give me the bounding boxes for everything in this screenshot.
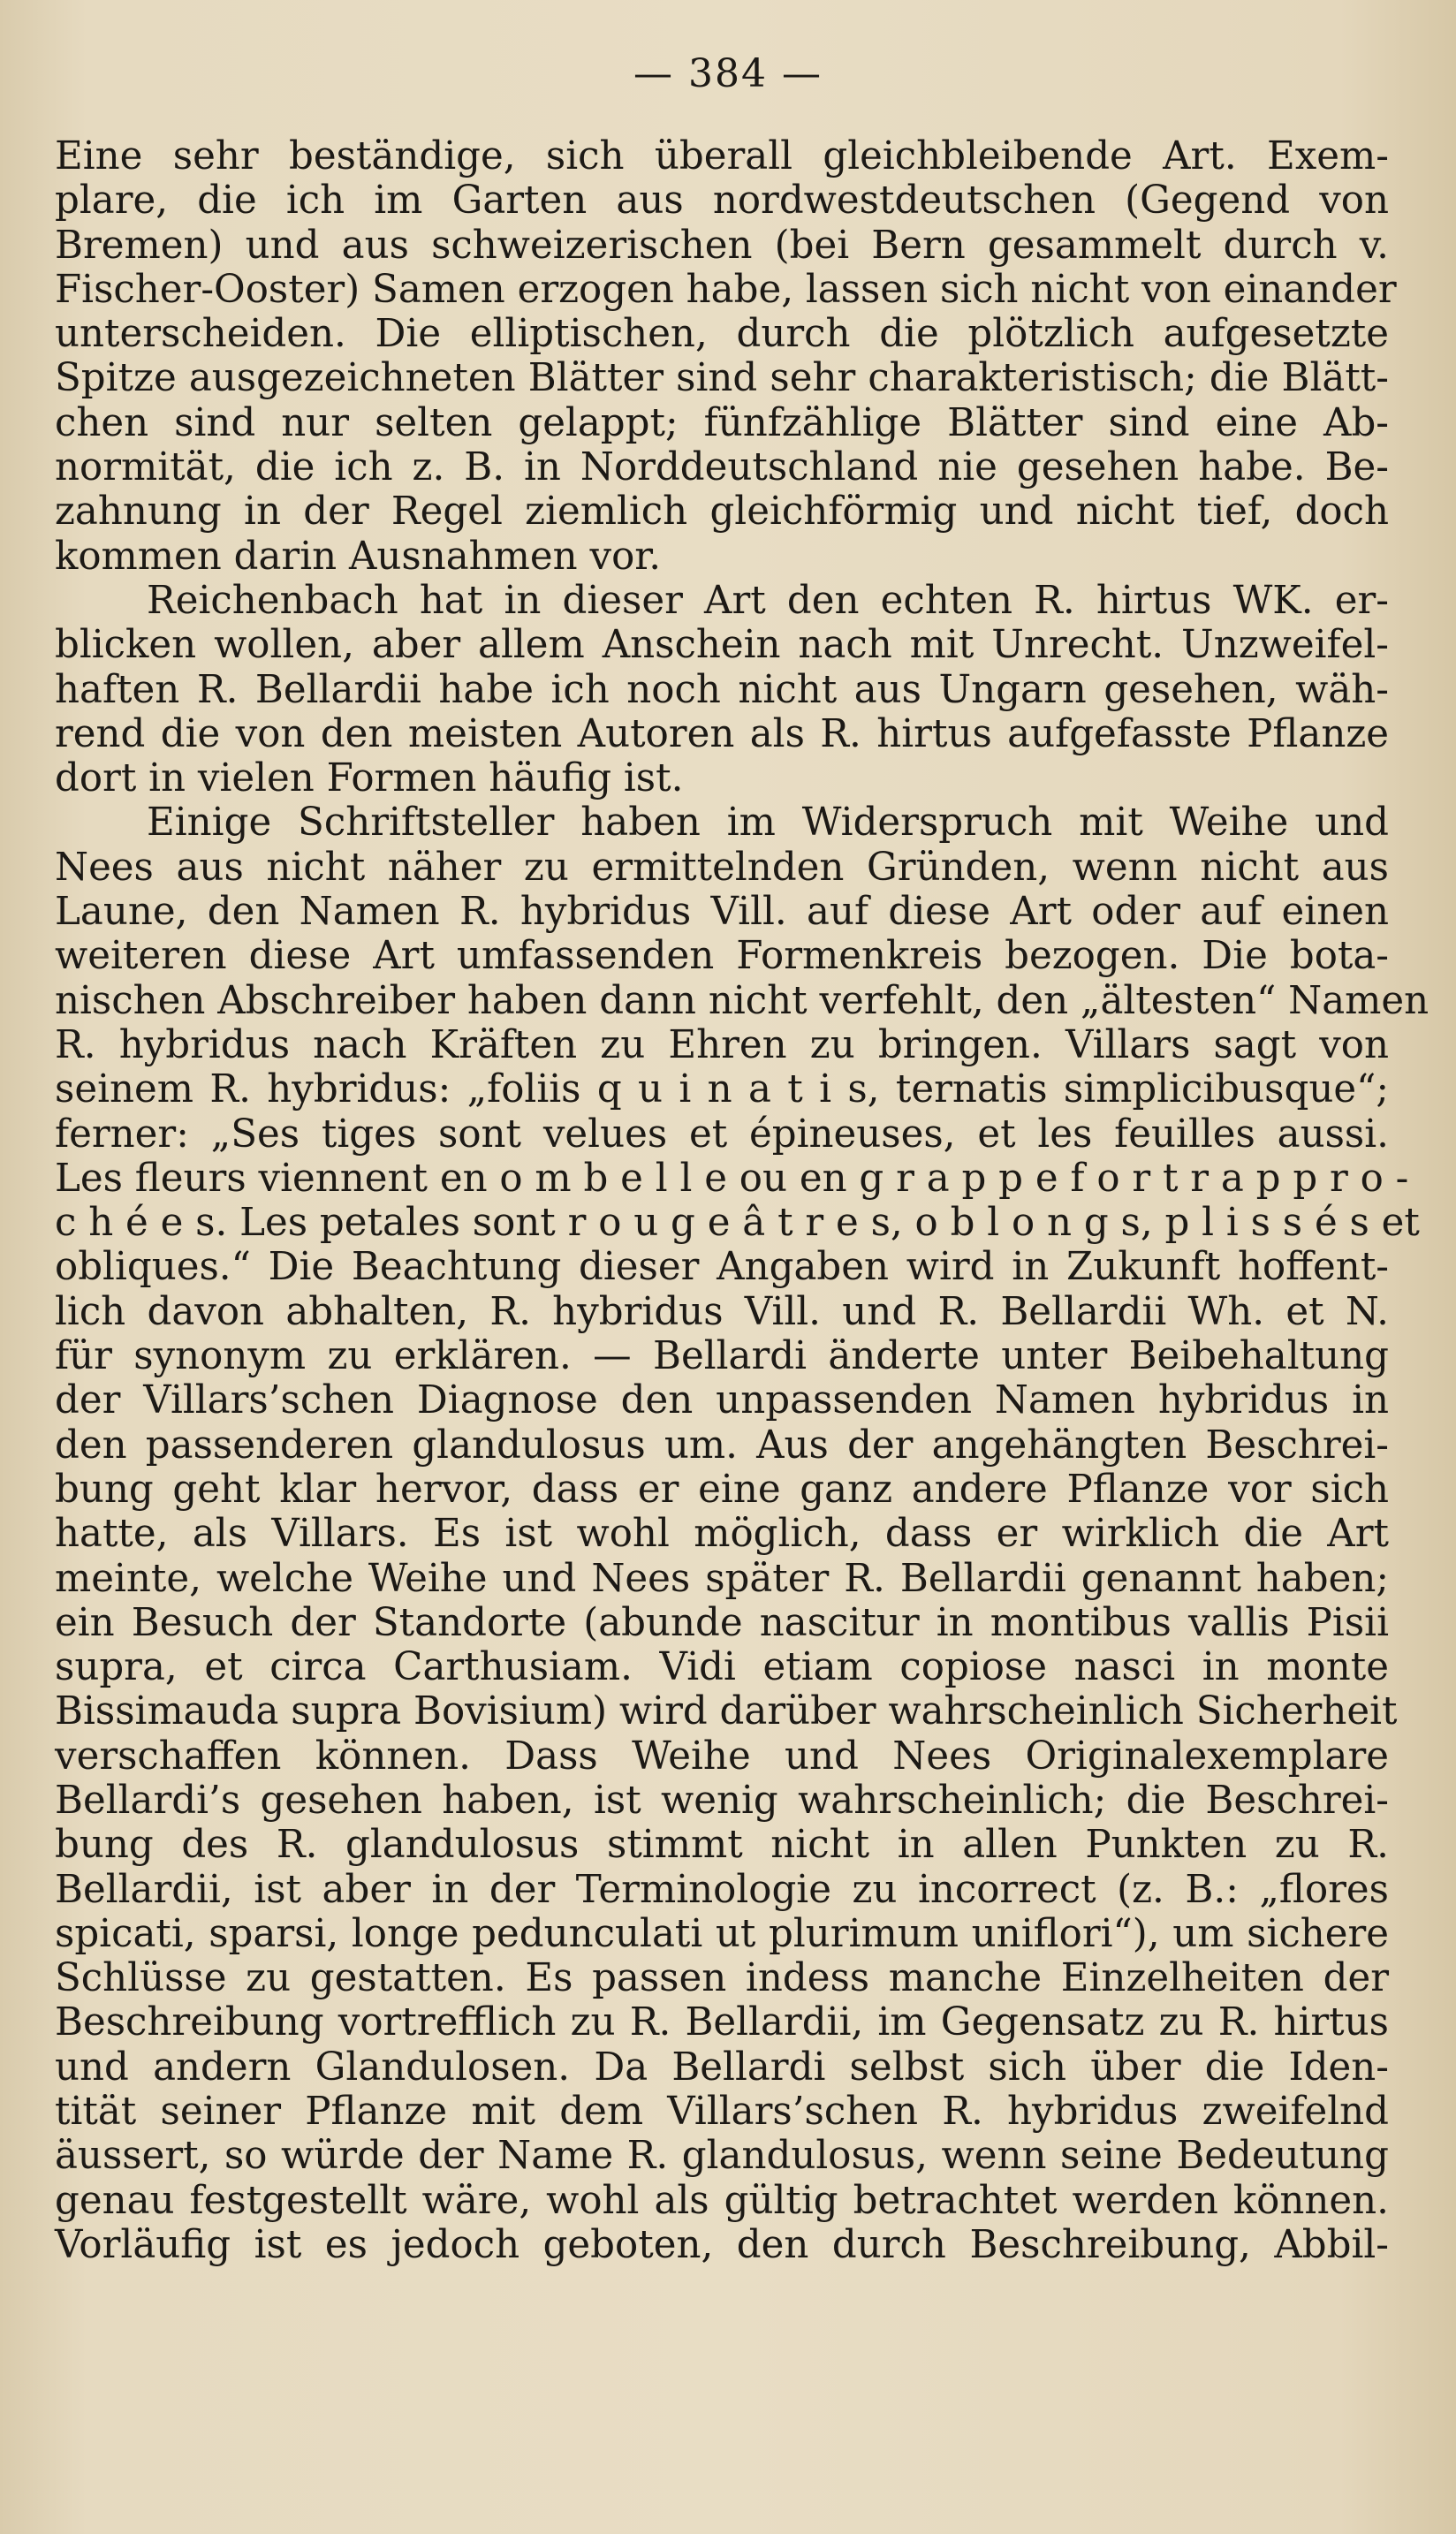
text-line: bung geht klar hervor, dass er eine ganz andere Pflanze vor sich [55, 1467, 1389, 1512]
text-line: Bissimauda supra Bovisium) wird darüber wahrscheinlich Sicherheit [55, 1689, 1398, 1734]
text-line: Nees aus nicht näher zu ermittelnden Gründen, wenn nicht aus [55, 845, 1389, 890]
page-number: — 384 — [633, 51, 823, 96]
text-line: supra, et circa Carthusiam. Vidi etiam copiose nasci in monte [55, 1645, 1389, 1690]
text-line: R. hybridus nach Kräften zu Ehren zu bringen. Villars sagt von [55, 1022, 1389, 1067]
text-line: c h é e s. Les petales sont r o u g e â t r e s, o b l o n g s, p l i s s é s et [55, 1201, 1420, 1246]
text-line: Schlüsse zu gestatten. Es passen indess manche Einzelheiten der [55, 1956, 1389, 2001]
text-line: Bremen) und aus schweizerischen (bei Bern gesammelt durch v. [55, 223, 1389, 268]
text-line: dort in vielen Formen häufig ist. [55, 756, 684, 801]
text-line: weiteren diese Art umfassenden Formenkreis bezogen. Die bota- [55, 934, 1389, 979]
text-line: unterscheiden. Die elliptischen, durch die plötzlich aufgesetzte [55, 312, 1389, 357]
text-line: blicken wollen, aber allem Anschein nach mit Unrecht. Unzweifel- [55, 623, 1389, 668]
text-line: haften R. Bellardii habe ich noch nicht aus Ungarn gesehen, wäh- [55, 667, 1389, 712]
text-line: verschaffen können. Dass Weihe und Nees Originalexemplare [55, 1734, 1389, 1779]
text-line: chen sind nur selten gelappt; fünfzählige Blätter sind eine Ab- [55, 400, 1389, 445]
text-line: und andern Glandulosen. Da Bellardi selbst sich über die Iden- [55, 2045, 1389, 2090]
text-line: spicati, sparsi, longe pedunculati ut plurimum uniflori“), um sichere [55, 1911, 1389, 1956]
text-line: tität seiner Pflanze mit dem Villars’schen R. hybridus zweifelnd [55, 2090, 1389, 2135]
text-line: den passenderen glandulosus um. Aus der angehängten Beschrei- [55, 1423, 1389, 1468]
text-line: kommen darin Ausnahmen vor. [55, 534, 662, 579]
text-line: meinte, welche Weihe und Nees später R. Bellardii genannt haben; [55, 1556, 1389, 1601]
text-line: Eine sehr beständige, sich überall gleichbleibende Art. Exem- [55, 134, 1389, 178]
text-line: bung des R. glandulosus stimmt nicht in allen Punkten zu R. [55, 1823, 1389, 1868]
text-line: für synonym zu erklären. — Bellardi änderte unter Beibehaltung [55, 1334, 1389, 1379]
text-line: nischen Abschreiber haben dann nicht verfehlt, den „ältesten“ Namen [55, 978, 1429, 1023]
text-line: Reichenbach hat in dieser Art den echten R. hirtus WK. er- [147, 578, 1389, 623]
text-line: normität, die ich z. B. in Norddeutschland nie gesehen habe. Be- [55, 445, 1389, 490]
text-line: genau festgestellt wäre, wohl als gültig betrachtet werden können. [55, 2178, 1389, 2223]
text-line: rend die von den meisten Autoren als R. hirtus aufgefasste Pflanze [55, 711, 1389, 756]
text-line: Les fleurs viennent en o m b e l l e ou en g r a p p e f o r t r a p p r o - [55, 1156, 1409, 1201]
text-line: Bellardii, ist aber in der Terminologie zu incorrect (z. B.: „flores [55, 1867, 1389, 1912]
text-line: Laune, den Namen R. hybridus Vill. auf diese Art oder auf einen [55, 890, 1389, 935]
text-line: Einige Schriftsteller haben im Widerspruch mit Weihe und [147, 800, 1389, 846]
text-line: der Villars’schen Diagnose den unpassenden Namen hybridus in [55, 1378, 1389, 1423]
text-line: obliques.“ Die Beachtung dieser Angaben wird in Zukunft hoffent- [55, 1245, 1389, 1290]
body-text [55, 134, 1429, 2267]
text-line: Vorläufig ist es jedoch geboten, den durch Beschreibung, Abbil- [55, 2222, 1389, 2267]
text-line: Spitze ausgezeichneten Blätter sind sehr charakteristisch; die Blätt- [55, 356, 1389, 401]
text-line: Fischer-Ooster) Samen erzogen habe, lassen sich nicht von einander [55, 267, 1397, 312]
text-line: äussert, so würde der Name R. glandulosus, wenn seine Bedeutung [55, 2134, 1389, 2179]
text-line: seinem R. hybridus: „foliis q u i n a t i s, ternatis simplicibusque“; [55, 1067, 1389, 1112]
text-line: lich davon abhalten, R. hybridus Vill. und R. Bellardii Wh. et N. [55, 1289, 1389, 1334]
text-line: ferner: „Ses tiges sont velues et épineuses, et les feuilles aussi. [55, 1111, 1389, 1157]
text-line: Bellardi’s gesehen haben, ist wenig wahrscheinlich; die Beschrei- [55, 1778, 1389, 1823]
text-line: Beschreibung vortrefflich zu R. Bellardii, im Gegensatz zu R. hirtus [55, 2000, 1389, 2045]
text-line: hatte, als Villars. Es ist wohl möglich, dass er wirklich die Art [55, 1512, 1389, 1557]
text-line: plare, die ich im Garten aus nordwestdeutschen (Gegend von [55, 178, 1389, 224]
text-line: zahnung in der Regel ziemlich gleichförmig und nicht tief, doch [55, 489, 1389, 535]
text-line: ein Besuch der Standorte (abunde nascitur in montibus vallis Pisii [55, 1600, 1389, 1645]
